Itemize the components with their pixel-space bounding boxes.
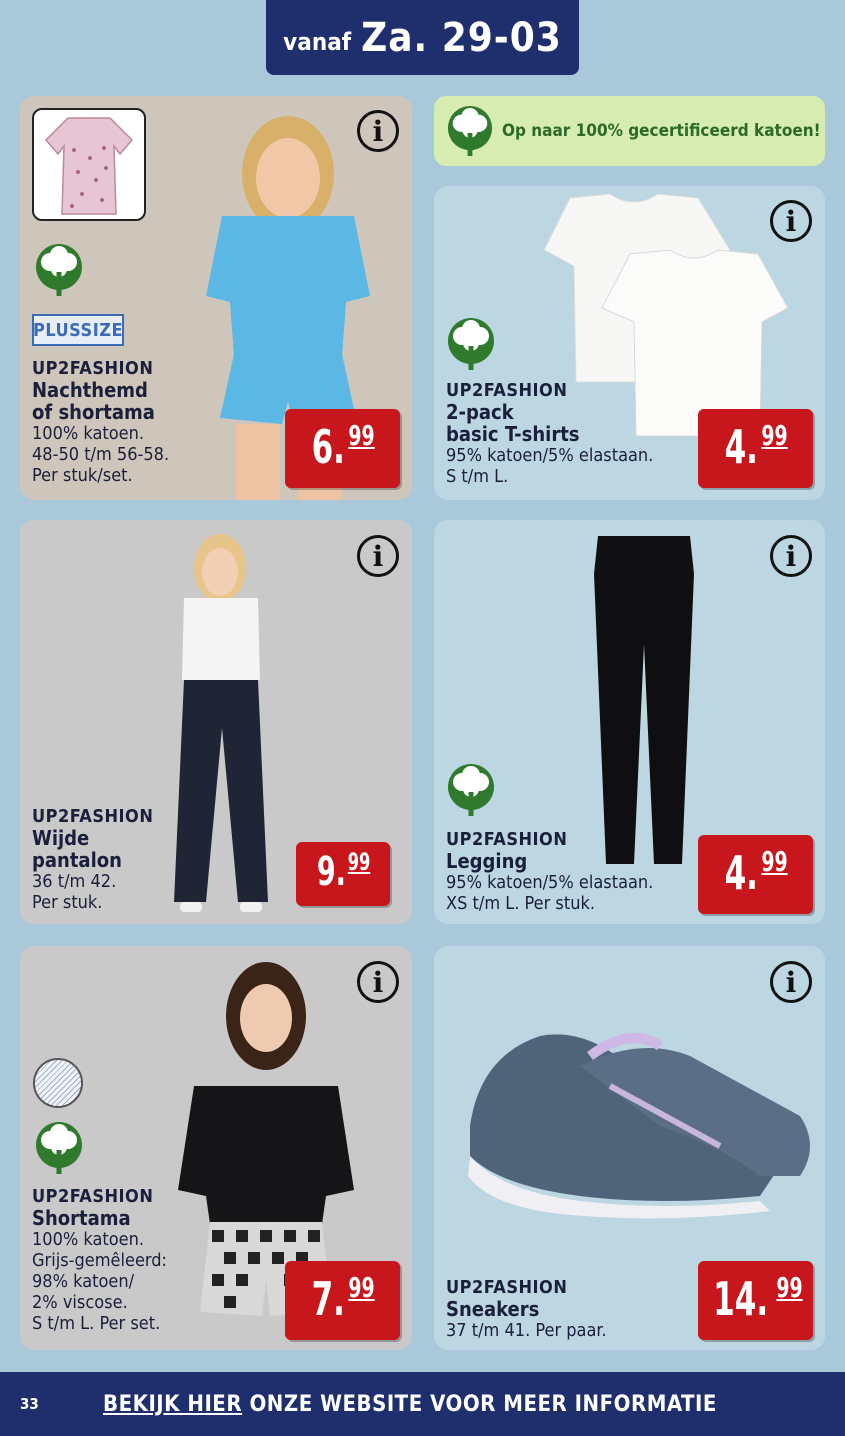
product-name-line: Legging [446,849,528,873]
product-detail-line: 36 t/m 42. [32,871,117,892]
info-icon[interactable]: i [770,961,812,1003]
product-text-sneakers [446,1277,607,1341]
product-detail-line: 100% katoen. [32,423,145,444]
date-value: Za. 29-03 [361,14,562,61]
website-link[interactable]: BEKIJK HIER [103,1391,243,1417]
product-detail-line: 98% katoen/ [32,1271,135,1292]
product-detail-line: 37 t/m 41. Per paar. [446,1320,607,1341]
brand-label: UP2FASHION [32,1186,154,1207]
product-name-line: Shortama [32,1206,131,1230]
price-cents: 99 [348,419,375,452]
price-cents: 99 [761,845,788,878]
price-main: 14. [713,1272,769,1326]
brand-label: UP2FASHION [446,380,568,401]
price-cents: 99 [761,419,788,452]
product-text-nachthemd [32,358,169,486]
date-banner [266,0,579,75]
product-name-line: pantalon [32,848,122,872]
price-main: 4. [724,420,758,474]
product-detail-line: 100% katoen. [32,1229,145,1250]
product-thumbnail-nightdress [32,108,146,221]
product-name-line: Wijde [32,826,90,850]
plussize-badge: PLUSSIZE [32,314,124,346]
fabric-swatch-stripes [33,1058,83,1108]
price-main: 6. [311,420,345,474]
product-detail-line: 95% katoen/5% elastaan. [446,872,654,893]
product-detail-line: S t/m L. [446,466,509,487]
cotton-icon [34,1120,84,1176]
product-image-legging [584,534,704,870]
cotton-icon [34,242,84,298]
brand-label: UP2FASHION [32,358,154,379]
info-icon[interactable]: i [770,535,812,577]
certified-cotton-text: Op naar 100% gecertificeerd katoen! [502,121,821,141]
price-tag [698,835,813,914]
product-detail-line: Per stuk. [32,892,103,913]
certified-cotton-banner [434,96,825,166]
cotton-icon [446,104,494,158]
cotton-icon [446,762,496,818]
price-tag [698,409,813,488]
product-name-line: basic T-shirts [446,422,580,446]
website-cta-text: ONZE WEBSITE VOOR MEER INFORMATIE [242,1391,717,1417]
price-main: 4. [724,846,758,900]
product-image-sneakers [460,996,820,1226]
product-detail-line: 2% viscose. [32,1292,128,1313]
brand-label: UP2FASHION [446,829,568,850]
price-cents: 99 [348,848,371,876]
price-cents: 99 [348,1271,375,1304]
product-name-line: Sneakers [446,1297,540,1321]
product-detail-line: XS t/m L. Per stuk. [446,893,595,914]
product-text-legging [446,829,653,914]
product-detail-line: Per stuk/set. [32,465,133,486]
price-tag [285,409,400,488]
product-detail-line: 48-50 t/m 56-58. [32,444,170,465]
date-prefix: vanaf [283,27,352,56]
product-detail-line: 95% katoen/5% elastaan. [446,445,654,466]
brand-label: UP2FASHION [446,1277,568,1298]
price-tag [698,1261,813,1340]
website-cta [103,1392,717,1417]
brand-label: UP2FASHION [32,806,154,827]
price-tag [296,842,390,906]
page-number: 33 [20,1395,39,1413]
info-icon[interactable]: i [357,535,399,577]
price-cents: 99 [776,1271,803,1304]
footer-bar [0,1372,845,1436]
product-text-tshirts [446,380,653,487]
cotton-icon [446,316,496,372]
product-text-pantalon [32,806,153,913]
product-image-model-pantalon [150,528,290,924]
product-text-shortama [32,1186,167,1334]
product-name-line: of shortama [32,400,155,424]
product-detail-line: Grijs-gemêleerd: [32,1250,167,1271]
product-name-line: Nachthemd [32,378,148,402]
info-icon[interactable]: i [357,961,399,1003]
product-name-line: 2-pack [446,400,514,424]
price-tag [285,1261,400,1340]
price-main: 9. [316,849,346,895]
info-icon[interactable]: i [770,200,812,242]
price-main: 7. [311,1272,345,1326]
product-detail-line: S t/m L. Per set. [32,1313,161,1334]
info-icon[interactable]: i [357,110,399,152]
